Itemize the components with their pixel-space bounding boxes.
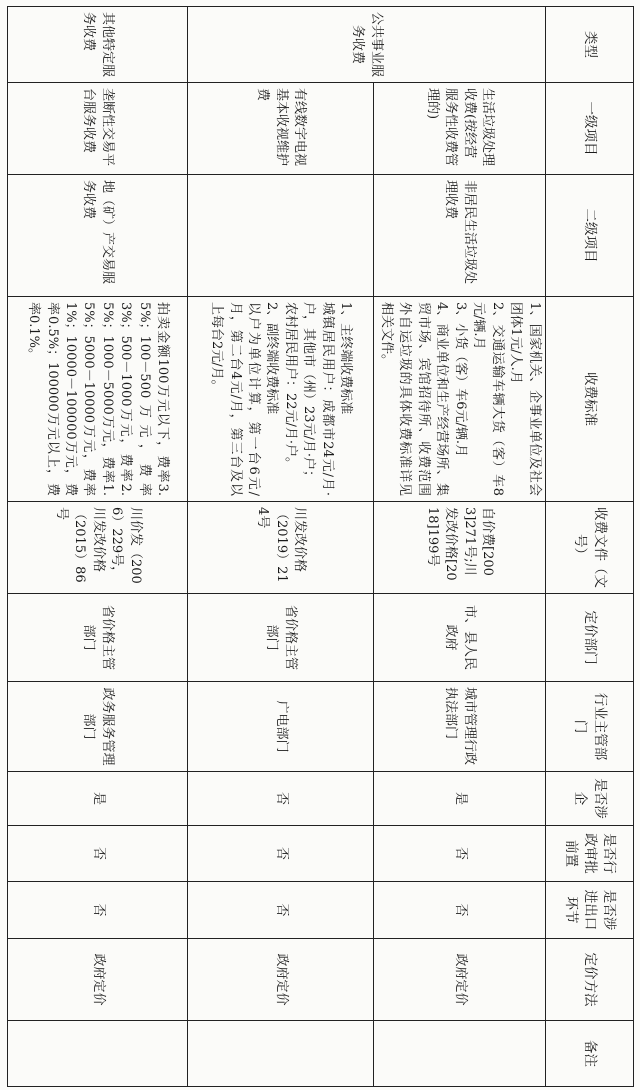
header-method: 定价方法: [546, 939, 634, 1021]
cell-method: 政府定价: [188, 939, 374, 1021]
fee-table: [7, 6, 634, 1087]
header-type: 类型: [546, 7, 634, 83]
cell-remark: [374, 1021, 546, 1087]
cell-document: 川发改价格（2019）214号: [188, 502, 374, 594]
cell-pricing-dept: 省价格主管部门: [188, 594, 374, 682]
cell-industry-dept: 城市管理行政执法部门: [374, 682, 546, 772]
cell-level1: 有线数字电视基本收视维护费: [188, 83, 374, 175]
cell-admin-approval: 否: [8, 826, 188, 882]
cell-remark: [188, 1021, 374, 1087]
cell-document: 川价发（2006）229号，川发改价格（2015）86号: [8, 502, 188, 594]
table-row: [374, 7, 546, 1087]
cell-remark: [8, 1021, 188, 1087]
cell-standard: 1、国家机关、企事业单位及社会团体1元/人.月 2、交通运输车辆大货（客）车8元/辆.月 3、小货（客）车6元/辆.月 4、商业单位和生产经营场所、集贸市场、宾馆招待所、收费范围外自运垃圾的具体收费标准详见相关文件。: [374, 297, 546, 502]
cell-foreign: 否: [188, 772, 374, 826]
cell-port: 否: [8, 882, 188, 939]
cell-document: 自价费[2003]271号;川发改价格[2018]199号: [374, 502, 546, 594]
cell-port: 否: [374, 882, 546, 939]
header-pricing-dept: 定价部门: [546, 594, 634, 682]
cell-level1: 生活垃圾处理收费(按经营服务性收费管理的): [374, 83, 546, 175]
header-industry-dept: 行业主管部门: [546, 682, 634, 772]
header-foreign: 是否涉企: [546, 772, 634, 826]
cell-admin-approval: 否: [374, 826, 546, 882]
header-document: 收费文件（文号）: [546, 502, 634, 594]
cell-standard: 拍卖金额100万元以下，费率3.5%；100－500万元，费率3%；500－1000万元，费率2.5%；1000－5000万元，费率1.5%；5000－10000万元，费率1%；10000－100000万元，费率0.5%；100000万元以上，费率0.1%。: [8, 297, 188, 502]
cell-industry-dept: 政务服务管理部门: [8, 682, 188, 772]
cell-level2: 非居民生活垃圾处理收费: [374, 175, 546, 297]
header-level2: 二级项目: [546, 175, 634, 297]
header-row: [546, 7, 634, 1087]
cell-pricing-dept: 省价格主管部门: [8, 594, 188, 682]
cell-industry-dept: 广电部门: [188, 682, 374, 772]
cell-method: 政府定价: [8, 939, 188, 1021]
header-remark: 备注: [546, 1021, 634, 1087]
table-row: [8, 7, 188, 1087]
cell-admin-approval: 否: [188, 826, 374, 882]
cell-level2: [188, 175, 374, 297]
cell-pricing-dept: 市、县人民政府: [374, 594, 546, 682]
cell-type: 公共事业服务收费: [188, 7, 546, 83]
cell-level2: 地（矿）产交易服务收费: [8, 175, 188, 297]
cell-foreign: 是: [374, 772, 546, 826]
header-port: 是否涉进出口环节: [546, 882, 634, 939]
table-row: [188, 7, 374, 1087]
cell-port: 否: [188, 882, 374, 939]
cell-level1: 垄断性交易平台服务收费: [8, 83, 188, 175]
header-admin-approval: 是否行政审批前置: [546, 826, 634, 882]
cell-foreign: 是: [8, 772, 188, 826]
cell-type: 其他特定服务收费: [8, 7, 188, 83]
header-standard: 收费标准: [546, 297, 634, 502]
cell-method: 政府定价: [374, 939, 546, 1021]
cell-standard: 1、主终端收费标准 城镇居民用户：成都市24元/月·户，其他市（州）23元/月·户； 农村居民用户：22元/月·户。 2、副终端收费标准 以户为单位计算，第一台6元/月，第二台4元/月，第三台及以上每台2元/月。: [188, 297, 374, 502]
header-level1: 一级项目: [546, 83, 634, 175]
